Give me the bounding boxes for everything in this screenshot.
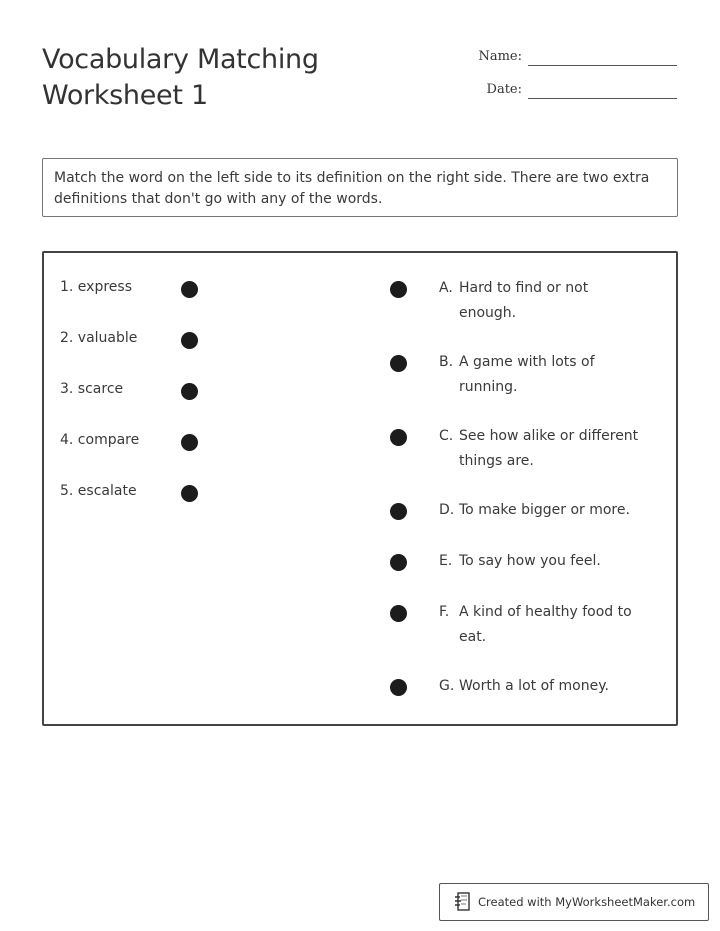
word-dot-2[interactable] <box>181 332 198 349</box>
word-dot-3[interactable] <box>181 383 198 400</box>
definition-item-d: D. To make bigger or more. <box>439 502 630 518</box>
name-line <box>528 65 677 66</box>
definition-item-b: B. A game with lots of running. <box>439 354 595 395</box>
date-label: Date: <box>486 82 522 97</box>
definition-item-a: A. Hard to find or not enough. <box>439 280 589 321</box>
word-item-5: 5. escalate <box>60 483 137 499</box>
worksheet-maker-logo-icon <box>452 891 472 913</box>
definition-dot-g[interactable] <box>390 679 407 696</box>
definition-dot-d[interactable] <box>390 503 407 520</box>
matching-box <box>42 251 678 726</box>
title-line-2: Worksheet 1 <box>42 80 208 111</box>
word-item-4: 4. compare <box>60 432 140 448</box>
name-label: Name: <box>478 49 522 64</box>
page-title <box>42 42 319 114</box>
definition-dot-f[interactable] <box>390 605 407 622</box>
definition-item-g: G. Worth a lot of money. <box>439 678 609 694</box>
instructions-text: Match the word on the left side to its definition on the right side. There are two extra definitions that don't go with any of the words. <box>54 170 650 207</box>
footer-badge[interactable] <box>439 883 709 921</box>
definition-dot-b[interactable] <box>390 355 407 372</box>
word-item-1: 1. express <box>60 279 132 295</box>
definition-item-f: F. A kind of healthy food to eat. <box>439 604 632 645</box>
word-dot-1[interactable] <box>181 281 198 298</box>
definition-item-e: E. To say how you feel. <box>439 553 601 569</box>
word-item-2: 2. valuable <box>60 330 138 346</box>
instructions-box <box>42 158 678 217</box>
title-line-1: Vocabulary Matching <box>42 44 319 75</box>
word-dot-5[interactable] <box>181 485 198 502</box>
name-field[interactable] <box>470 47 680 71</box>
word-dot-4[interactable] <box>181 434 198 451</box>
footer-text: Created with MyWorksheetMaker.com <box>478 895 696 909</box>
date-line <box>528 98 677 99</box>
definition-dot-a[interactable] <box>390 281 407 298</box>
word-item-3: 3. scarce <box>60 381 124 397</box>
definition-dot-e[interactable] <box>390 554 407 571</box>
definition-dot-c[interactable] <box>390 429 407 446</box>
date-field[interactable] <box>470 80 680 104</box>
definition-item-c: C. See how alike or different things are. <box>439 428 639 469</box>
